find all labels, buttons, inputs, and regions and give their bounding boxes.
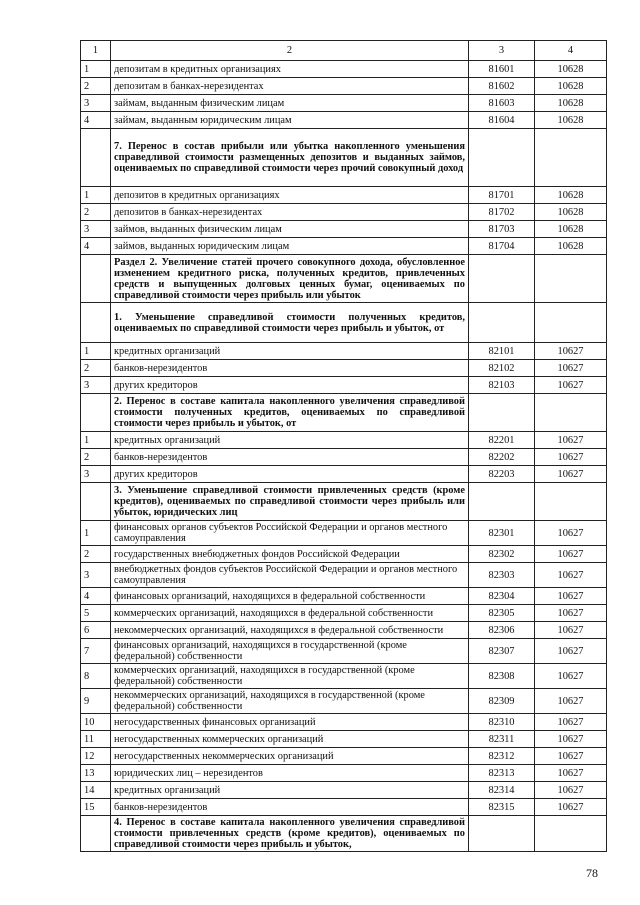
- cell-number: 1: [81, 61, 111, 78]
- table-row: [81, 765, 607, 782]
- cell-description: депозитов в кредитных организациях: [111, 187, 469, 204]
- section-heading-row: [81, 255, 607, 303]
- table-row: [81, 238, 607, 255]
- cell-empty: [469, 255, 535, 303]
- cell-description: кредитных организаций: [111, 432, 469, 449]
- cell-number: 1: [81, 343, 111, 360]
- cell-description: финансовых организаций, находящихся в федеральной собственности: [111, 588, 469, 605]
- cell-symbol: 10627: [535, 360, 607, 377]
- section-heading-row: [81, 483, 607, 521]
- cell-code: 82312: [469, 748, 535, 765]
- table-row: [81, 466, 607, 483]
- cell-symbol: 10628: [535, 112, 607, 129]
- cell-code: 82302: [469, 546, 535, 563]
- cell-code: 82201: [469, 432, 535, 449]
- cell-code: 82101: [469, 343, 535, 360]
- table-row: [81, 588, 607, 605]
- cell-description: депозитам в кредитных организациях: [111, 61, 469, 78]
- table-row: [81, 78, 607, 95]
- table-row: [81, 61, 607, 78]
- table-row: [81, 563, 607, 588]
- cell-description: некоммерческих организаций, находящихся в государственной (кроме федеральной) собственности: [111, 689, 469, 714]
- cell-description: юридических лиц – нерезидентов: [111, 765, 469, 782]
- section-heading: 7. Перенос в состав прибыли или убытка накопленного уменьшения справедливой стоимости размещенных депозитов и выданных займов, оцениваемых по справедливой стоимости через прочий совокупный доход: [111, 129, 469, 187]
- cell-empty: [535, 394, 607, 432]
- cell-description: займам, выданным физическим лицам: [111, 95, 469, 112]
- cell-code: 82102: [469, 360, 535, 377]
- cell-description: займам, выданным юридическим лицам: [111, 112, 469, 129]
- table-row: [81, 622, 607, 639]
- cell-code: 82304: [469, 588, 535, 605]
- cell-empty: [81, 483, 111, 521]
- cell-code: 82309: [469, 689, 535, 714]
- cell-code: 82315: [469, 799, 535, 816]
- cell-symbol: 10627: [535, 521, 607, 546]
- cell-code: 82103: [469, 377, 535, 394]
- cell-symbol: 10627: [535, 639, 607, 664]
- header-col-1: 1: [81, 41, 111, 61]
- cell-code: 82311: [469, 731, 535, 748]
- section-heading: 1. Уменьшение справедливой стоимости полученных кредитов, оцениваемых по справедливой стоимости через прибыль и убыток, от: [111, 303, 469, 343]
- cell-symbol: 10627: [535, 782, 607, 799]
- section-heading: 4. Перенос в составе капитала накопленного увеличения справедливой стоимости привлеченных средств (кроме кредитов), оцениваемых по справедливой стоимости через прибыль и убыток,: [111, 816, 469, 852]
- table-row: [81, 360, 607, 377]
- table-row: [81, 689, 607, 714]
- cell-code: 81703: [469, 221, 535, 238]
- section-heading-row: [81, 816, 607, 852]
- cell-number: 2: [81, 78, 111, 95]
- cell-empty: [535, 816, 607, 852]
- cell-number: 2: [81, 204, 111, 221]
- cell-description: банков-нерезидентов: [111, 360, 469, 377]
- cell-number: 1: [81, 187, 111, 204]
- table-row: [81, 449, 607, 466]
- cell-description: финансовых органов субъектов Российской Федерации и органов местного самоуправления: [111, 521, 469, 546]
- cell-description: коммерческих организаций, находящихся в государственной (кроме федеральной) собственности: [111, 664, 469, 689]
- table-row: [81, 95, 607, 112]
- cell-number: 6: [81, 622, 111, 639]
- cell-code: 81702: [469, 204, 535, 221]
- cell-symbol: 10628: [535, 204, 607, 221]
- cell-symbol: 10627: [535, 466, 607, 483]
- cell-description: банков-нерезидентов: [111, 449, 469, 466]
- cell-code: 82202: [469, 449, 535, 466]
- cell-symbol: 10628: [535, 221, 607, 238]
- cell-number: 4: [81, 112, 111, 129]
- table-row: [81, 432, 607, 449]
- cell-number: 2: [81, 360, 111, 377]
- section-heading: 3. Уменьшение справедливой стоимости привлеченных средств (кроме кредитов), оцениваемых по справедливой стоимости через прибыль или убыток, юридических лиц: [111, 483, 469, 521]
- cell-description: банков-нерезидентов: [111, 799, 469, 816]
- cell-number: 5: [81, 605, 111, 622]
- header-col-3: 3: [469, 41, 535, 61]
- table-row: [81, 221, 607, 238]
- section-heading-row: [81, 394, 607, 432]
- cell-symbol: 10627: [535, 799, 607, 816]
- cell-symbol: 10627: [535, 546, 607, 563]
- cell-symbol: 10627: [535, 377, 607, 394]
- cell-symbol: 10627: [535, 714, 607, 731]
- cell-empty: [81, 816, 111, 852]
- cell-symbol: 10627: [535, 622, 607, 639]
- cell-description: кредитных организаций: [111, 782, 469, 799]
- cell-number: 10: [81, 714, 111, 731]
- cell-description: кредитных организаций: [111, 343, 469, 360]
- cell-empty: [535, 483, 607, 521]
- cell-code: 82307: [469, 639, 535, 664]
- table-row: [81, 112, 607, 129]
- cell-number: 3: [81, 466, 111, 483]
- cell-code: 82301: [469, 521, 535, 546]
- cell-empty: [81, 129, 111, 187]
- table-row: [81, 605, 607, 622]
- cell-empty: [469, 129, 535, 187]
- cell-empty: [81, 255, 111, 303]
- cell-symbol: 10628: [535, 78, 607, 95]
- table-row: [81, 731, 607, 748]
- cell-code: 82203: [469, 466, 535, 483]
- cell-description: депозитов в банках-нерезидентах: [111, 204, 469, 221]
- section-heading: 2. Перенос в составе капитала накопленного увеличения справедливой стоимости полученных кредитов, оцениваемых по справедливой стоимости через прибыль и убыток, от: [111, 394, 469, 432]
- cell-symbol: 10627: [535, 765, 607, 782]
- table-row: [81, 343, 607, 360]
- cell-symbol: 10627: [535, 343, 607, 360]
- cell-number: 3: [81, 563, 111, 588]
- cell-empty: [469, 483, 535, 521]
- cell-description: займов, выданных юридическим лицам: [111, 238, 469, 255]
- cell-number: 9: [81, 689, 111, 714]
- table-row: [81, 187, 607, 204]
- header-col-2: 2: [111, 41, 469, 61]
- cell-code: 82306: [469, 622, 535, 639]
- cell-symbol: 10627: [535, 563, 607, 588]
- cell-description: негосударственных финансовых организаций: [111, 714, 469, 731]
- table-row: [81, 521, 607, 546]
- cell-code: 82313: [469, 765, 535, 782]
- table-row: [81, 204, 607, 221]
- header-row: [81, 41, 607, 61]
- table-row: [81, 714, 607, 731]
- cell-description: других кредиторов: [111, 466, 469, 483]
- cell-symbol: 10628: [535, 187, 607, 204]
- cell-number: 2: [81, 449, 111, 466]
- cell-empty: [535, 255, 607, 303]
- cell-empty: [81, 303, 111, 343]
- cell-empty: [469, 816, 535, 852]
- cell-number: 4: [81, 238, 111, 255]
- table-row: [81, 377, 607, 394]
- cell-code: 81704: [469, 238, 535, 255]
- cell-description: негосударственных коммерческих организаций: [111, 731, 469, 748]
- section-heading-row: [81, 303, 607, 343]
- cell-number: 7: [81, 639, 111, 664]
- cell-description: депозитам в банках-нерезидентах: [111, 78, 469, 95]
- cell-number: 4: [81, 588, 111, 605]
- cell-number: 1: [81, 432, 111, 449]
- cell-symbol: 10627: [535, 664, 607, 689]
- table-row: [81, 782, 607, 799]
- cell-description: финансовых организаций, находящихся в государственной (кроме федеральной) собственности: [111, 639, 469, 664]
- cell-symbol: 10627: [535, 588, 607, 605]
- cell-code: 82310: [469, 714, 535, 731]
- cell-code: 82305: [469, 605, 535, 622]
- cell-number: 15: [81, 799, 111, 816]
- cell-empty: [535, 303, 607, 343]
- cell-description: негосударственных некоммерческих организаций: [111, 748, 469, 765]
- cell-code: 81604: [469, 112, 535, 129]
- cell-symbol: 10627: [535, 432, 607, 449]
- cell-number: 3: [81, 95, 111, 112]
- header-col-4: 4: [535, 41, 607, 61]
- cell-number: 3: [81, 221, 111, 238]
- cell-symbol: 10627: [535, 748, 607, 765]
- cell-empty: [535, 129, 607, 187]
- table-row: [81, 639, 607, 664]
- cell-number: 3: [81, 377, 111, 394]
- section-heading: Раздел 2. Увеличение статей прочего совокупного дохода, обусловленное изменением кредитного риска, полученных кредитов, привлеченных средств и выпущенных долговых ценных бумаг, оцениваемых по справедливой стоимости через прибыль или убыток: [111, 255, 469, 303]
- cell-number: 13: [81, 765, 111, 782]
- cell-number: 14: [81, 782, 111, 799]
- cell-number: 12: [81, 748, 111, 765]
- table-row: [81, 799, 607, 816]
- document-table: [80, 40, 607, 852]
- cell-description: других кредиторов: [111, 377, 469, 394]
- cell-code: 82308: [469, 664, 535, 689]
- cell-code: 82303: [469, 563, 535, 588]
- cell-code: 81602: [469, 78, 535, 95]
- cell-symbol: 10627: [535, 605, 607, 622]
- cell-number: 11: [81, 731, 111, 748]
- cell-description: государственных внебюджетных фондов Российской Федерации: [111, 546, 469, 563]
- cell-code: 81601: [469, 61, 535, 78]
- cell-empty: [81, 394, 111, 432]
- cell-description: внебюджетных фондов субъектов Российской Федерации и органов местного самоуправления: [111, 563, 469, 588]
- table-row: [81, 748, 607, 765]
- cell-symbol: 10628: [535, 95, 607, 112]
- section-heading-row: [81, 129, 607, 187]
- cell-description: займов, выданных физическим лицам: [111, 221, 469, 238]
- cell-number: 8: [81, 664, 111, 689]
- cell-symbol: 10628: [535, 61, 607, 78]
- cell-code: 81701: [469, 187, 535, 204]
- page-number: 78: [586, 866, 598, 880]
- cell-code: 82314: [469, 782, 535, 799]
- cell-empty: [469, 303, 535, 343]
- cell-number: 1: [81, 521, 111, 546]
- cell-symbol: 10627: [535, 449, 607, 466]
- cell-description: коммерческих организаций, находящихся в федеральной собственности: [111, 605, 469, 622]
- cell-number: 2: [81, 546, 111, 563]
- cell-description: некоммерческих организаций, находящихся в федеральной собственности: [111, 622, 469, 639]
- table-row: [81, 664, 607, 689]
- cell-symbol: 10628: [535, 238, 607, 255]
- cell-empty: [469, 394, 535, 432]
- cell-symbol: 10627: [535, 731, 607, 748]
- table-row: [81, 546, 607, 563]
- cell-code: 81603: [469, 95, 535, 112]
- cell-symbol: 10627: [535, 689, 607, 714]
